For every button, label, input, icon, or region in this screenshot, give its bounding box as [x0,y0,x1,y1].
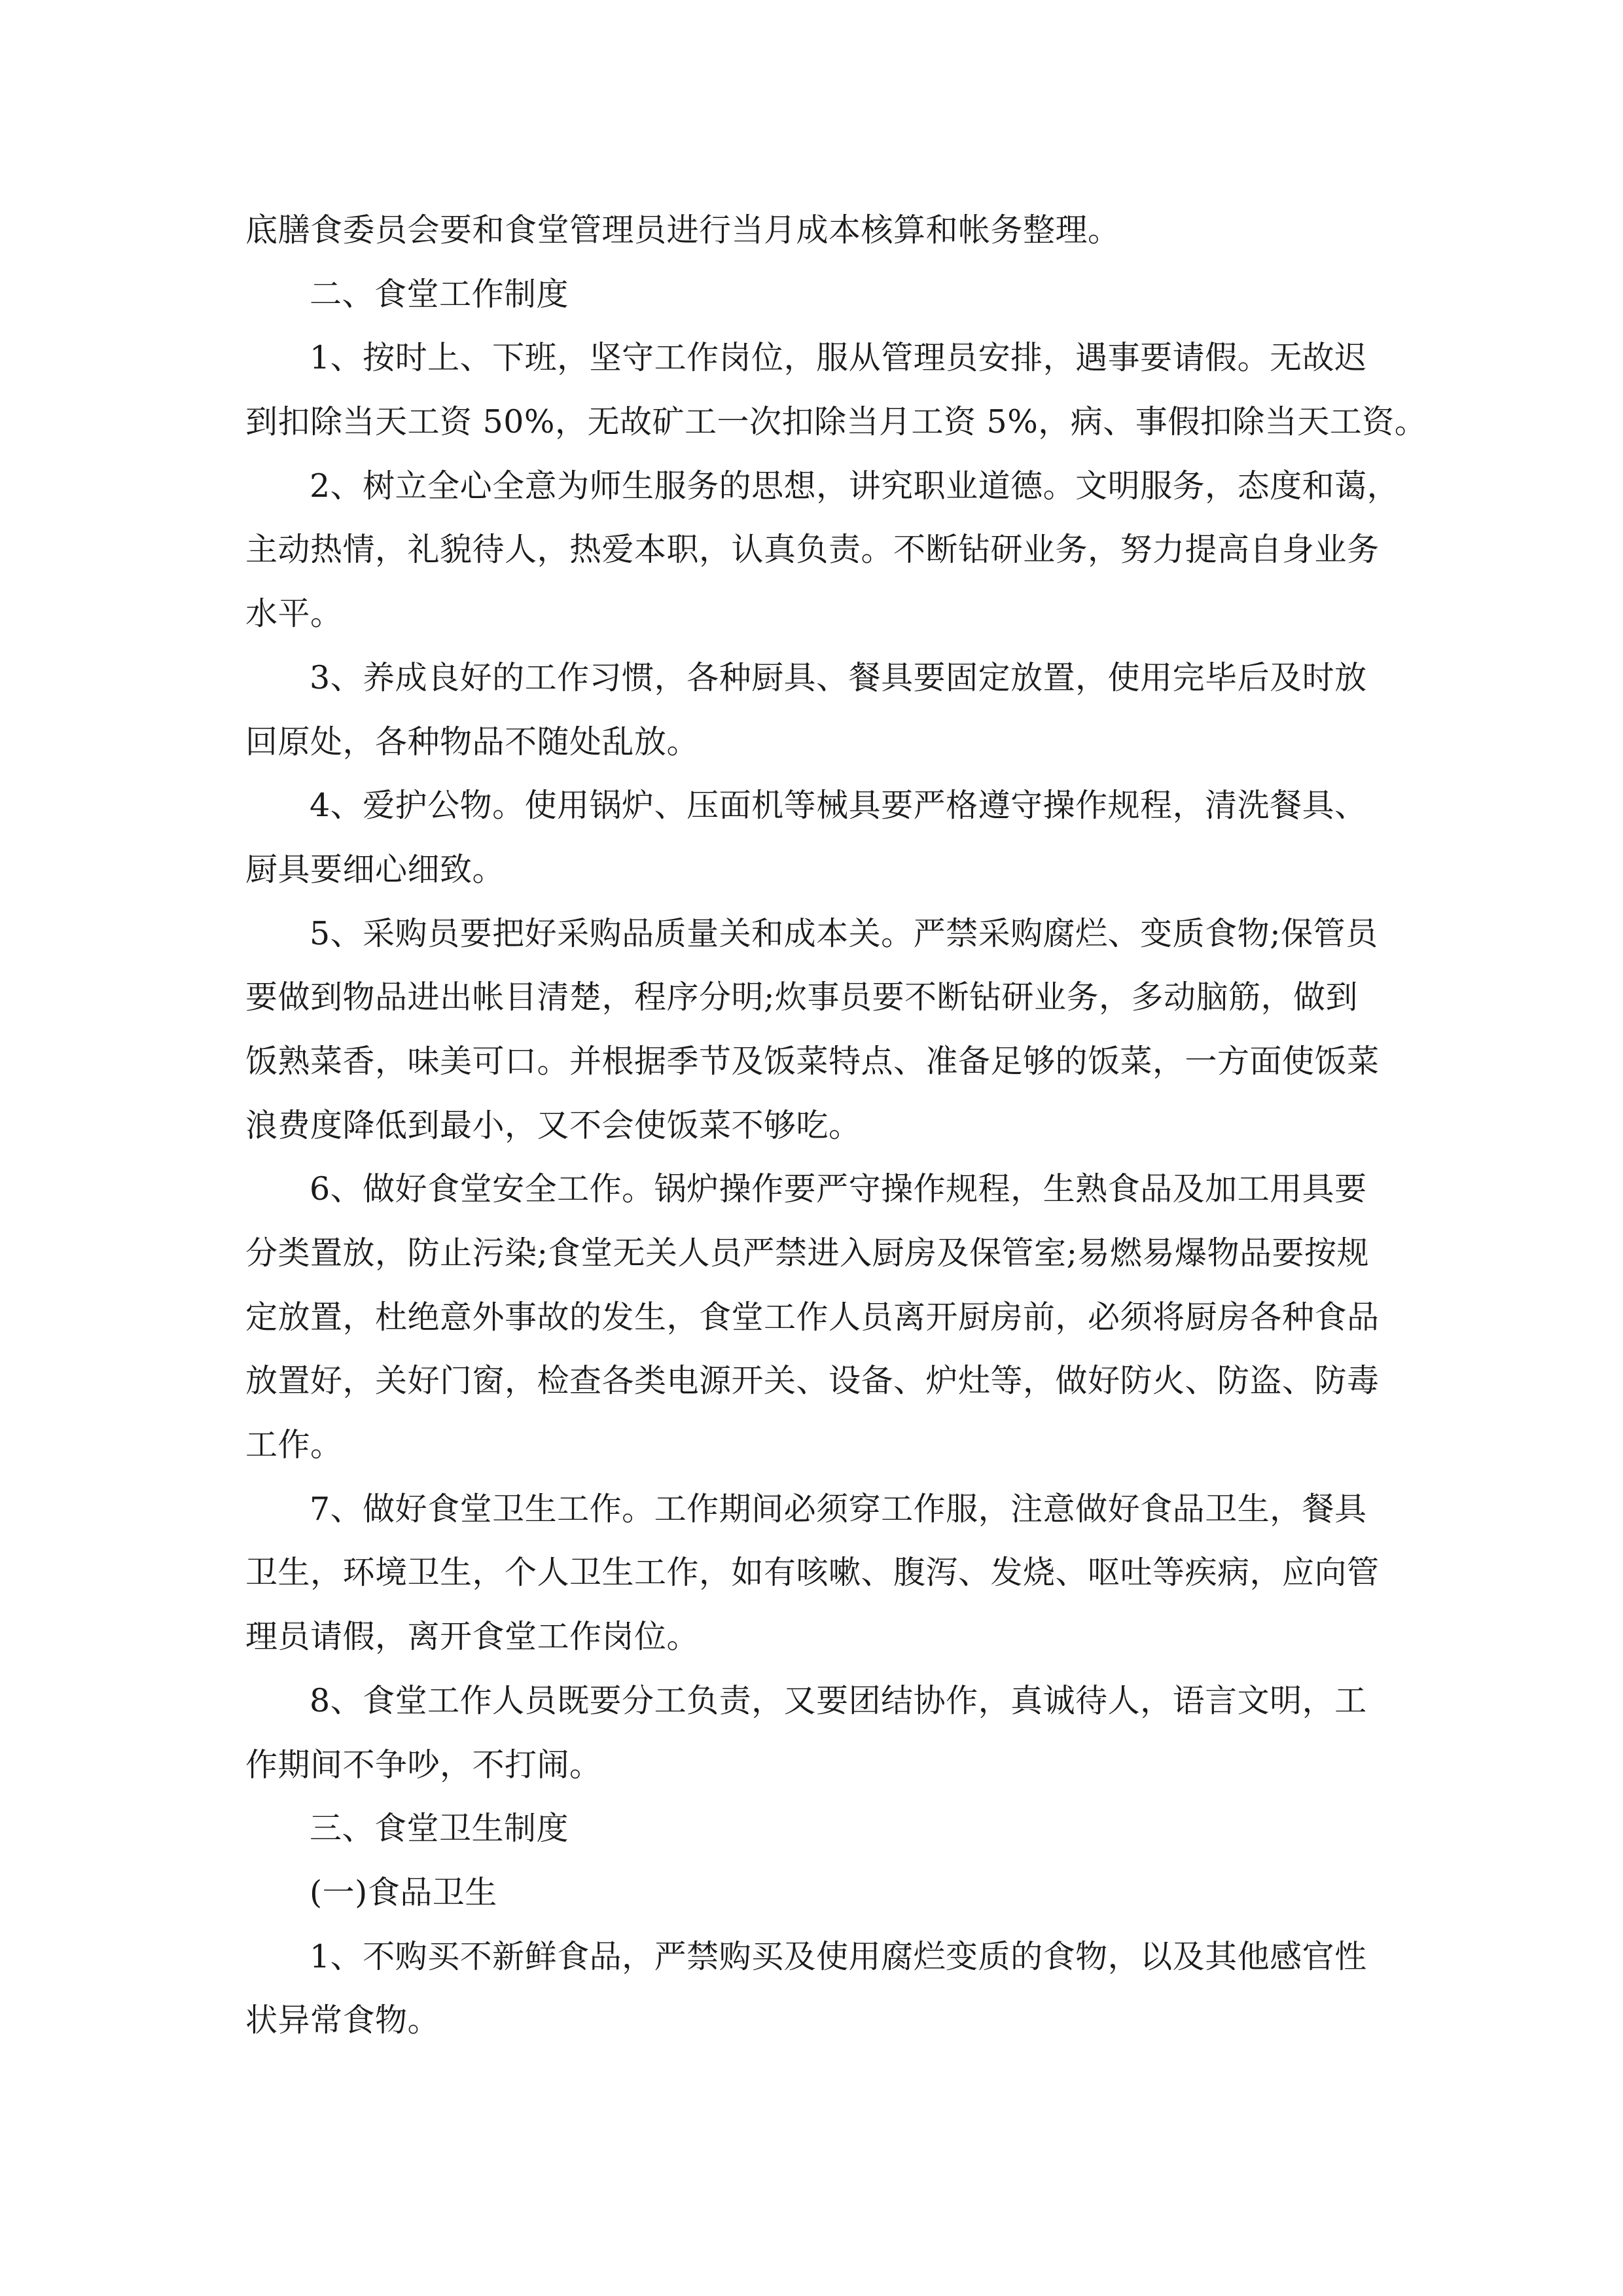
paragraph-line: 主动热情，礼貌待人，热爱本职，认真负责。不断钻研业务，努力提高自身业务 [245,531,1380,569]
paragraph-line: 4、爱护公物。使用锅炉、压面机等械具要严格遵守操作规程，清洗餐具、 [310,787,1367,825]
paragraph-line: 厨具要细心细致。 [245,850,505,888]
document-body [245,198,1427,2053]
paragraph-line: 2、树立全心全意为师生服务的思想，讲究职业道德。文明服务，态度和蔼， [310,467,1400,505]
paragraph-line: 分类置放，防止污染;食堂无关人员严禁进入厨房及保管室;易燃易爆物品要按规 [245,1234,1370,1272]
paragraph-line: 卫生，环境卫生，个人卫生工作，如有咳嗽、腹泻、发烧、呕吐等疾病，应向管 [245,1554,1380,1592]
paragraph-line: 1、不购买不新鲜食品，严禁购买及使用腐烂变质的食物，以及其他感官性 [310,1937,1367,1975]
paragraph-line: 作期间不争吵，不打闹。 [245,1746,602,1784]
paragraph-line: 8、食堂工作人员既要分工负责，又要团结协作，真诚待人，语言文明，工 [310,1681,1367,1719]
section-heading: 二、食堂工作制度 [310,275,569,313]
paragraph-line: 工作。 [245,1426,343,1464]
paragraph-line: 到扣除当天工资 50%，无故矿工一次扣除当月工资 5%，病、事假扣除当天工资。 [245,403,1427,441]
paragraph-line: 放置好，关好门窗，检查各类电源开关、设备、炉灶等，做好防火、防盗、防毒 [245,1362,1380,1400]
paragraph-line: 浪费度降低到最小，又不会使饭菜不够吃。 [245,1106,861,1144]
paragraph-line: 5、采购员要把好采购品质量关和成本关。严禁采购腐烂、变质食物;保管员 [310,914,1378,952]
paragraph-line: 7、做好食堂卫生工作。工作期间必须穿工作服，注意做好食品卫生，餐具 [310,1490,1367,1528]
paragraph-line: 饭熟菜香，味美可口。并根据季节及饭菜特点、准备足够的饭菜，一方面使饭菜 [245,1042,1380,1080]
paragraph-line: 水平。 [245,595,343,633]
paragraph-line: 3、养成良好的工作习惯，各种厨具、餐具要固定放置，使用完毕后及时放 [310,658,1367,696]
subsection-heading: (一)食品卫生 [310,1873,497,1911]
paragraph-line: 回原处，各种物品不随处乱放。 [245,723,700,761]
paragraph-line: 底膳食委员会要和食堂管理员进行当月成本核算和帐务整理。 [245,211,1120,249]
paragraph-line: 1、按时上、下班，坚守工作岗位，服从管理员安排，遇事要请假。无故迟 [310,339,1367,377]
paragraph-line: 要做到物品进出帐目清楚，程序分明;炊事员要不断钻研业务，多动脑筋，做到 [245,978,1359,1016]
paragraph-line: 6、做好食堂安全工作。锅炉操作要严守操作规程，生熟食品及加工用具要 [310,1170,1367,1208]
paragraph-line: 理员请假，离开食堂工作岗位。 [245,1618,700,1656]
paragraph-line: 定放置，杜绝意外事故的发生，食堂工作人员离开厨房前，必须将厨房各种食品 [245,1298,1380,1336]
section-heading: 三、食堂卫生制度 [310,1810,569,1848]
paragraph-line: 状异常食物。 [245,2001,440,2039]
